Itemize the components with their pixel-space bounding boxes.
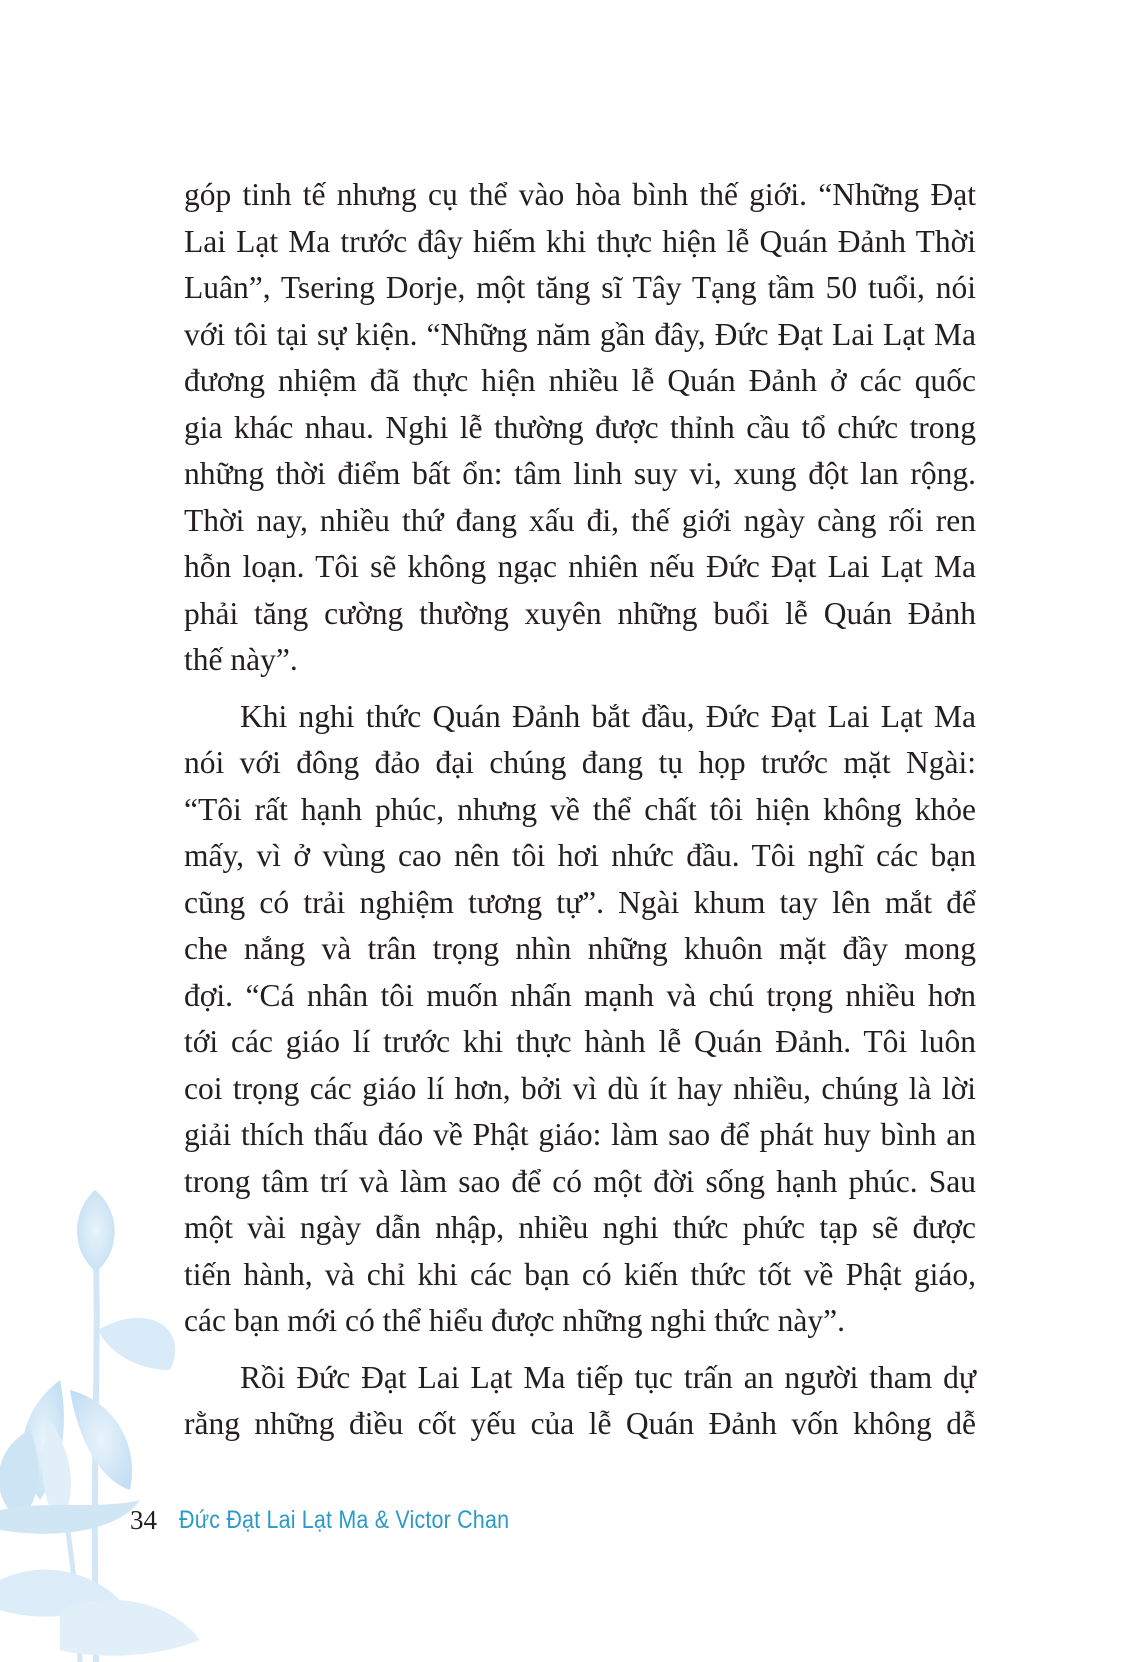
paragraph	[184, 172, 976, 684]
text-line: Khi nghi thức Quán Đảnh bắt đầu, Đức Đạt Lai Lạt Ma	[240, 698, 976, 734]
page-footer	[130, 1500, 563, 1540]
text-line: Lai Lạt Ma trước đây hiếm khi thực hiện lễ Quán Đảnh Thời	[184, 223, 976, 259]
text-line: trong tâm trí và làm sao để có một đời sống hạnh phúc. Sau	[184, 1163, 976, 1199]
text-line: Thời nay, nhiều thứ đang xấu đi, thế giới ngày càng rối ren	[184, 502, 976, 538]
text-line: nói với đông đảo đại chúng đang tụ họp trước mặt Ngài:	[184, 745, 976, 780]
text-line: rằng những điều cốt yếu của lễ Quán Đảnh vốn không dễ	[184, 1406, 976, 1441]
text-line: đợi. “Cá nhân tôi muốn nhấn mạnh và chú trọng nhiều hơn	[184, 977, 976, 1013]
running-head: Đức Đạt Lai Lạt Ma & Victor Chan	[179, 1505, 510, 1534]
text-line: tiến hành, và chỉ khi các bạn có kiến thức tốt về Phật giáo,	[184, 1256, 976, 1292]
text-line: một vài ngày dẫn nhập, nhiều nghi thức phức tạp sẽ được	[184, 1210, 976, 1245]
text-line: giải thích thấu đáo về Phật giáo: làm sao để phát huy bình an	[184, 1117, 976, 1152]
text-line: các bạn mới có thể hiểu được những nghi thức này”.	[184, 1303, 845, 1338]
text-line: đương nhiệm đã thực hiện nhiều lễ Quán Đảnh ở các quốc	[184, 363, 976, 398]
text-line: những thời điểm bất ổn: tâm linh suy vi, xung đột lan rộng.	[184, 456, 976, 491]
text-line: tới các giáo lí trước khi thực hành lễ Quán Đảnh. Tôi luôn	[184, 1024, 976, 1059]
text-line: mấy, vì ở vùng cao nên tôi hơi nhức đầu. Tôi nghĩ các bạn	[184, 838, 976, 873]
text-line: gia khác nhau. Nghi lễ thường được thỉnh cầu tổ chức trong	[184, 409, 976, 445]
paragraph	[184, 694, 976, 1345]
page-number: 34	[130, 1504, 157, 1535]
text-line: cũng có trải nghiệm tương tự”. Ngài khum tay lên mắt để	[184, 884, 976, 920]
text-line: “Tôi rất hạnh phúc, nhưng về thể chất tôi hiện không khỏe	[184, 791, 976, 827]
text-line: coi trọng các giáo lí hơn, bởi vì dù ít hay nhiều, chúng là lời	[184, 1070, 976, 1106]
text-line: với tôi tại sự kiện. “Những năm gần đây, Đức Đạt Lai Lạt Ma	[184, 316, 976, 352]
body-text	[184, 172, 976, 1448]
text-line: Luân”, Tsering Dorje, một tăng sĩ Tây Tạng tầm 50 tuổi, nói	[184, 270, 976, 305]
text-line: Rồi Đức Đạt Lai Lạt Ma tiếp tục trấn an người tham dự	[240, 1359, 976, 1395]
text-line: hỗn loạn. Tôi sẽ không ngạc nhiên nếu Đức Đạt Lai Lạt Ma	[184, 549, 976, 584]
text-line: che nắng và trân trọng nhìn những khuôn mặt đầy mong	[184, 931, 976, 966]
text-line: góp tinh tế nhưng cụ thể vào hòa bình thế giới. “Những Đạt	[184, 177, 976, 212]
text-line: thế này”.	[184, 642, 298, 677]
text-line: phải tăng cường thường xuyên những buổi lễ Quán Đảnh	[184, 595, 976, 631]
paragraph	[184, 1355, 976, 1448]
